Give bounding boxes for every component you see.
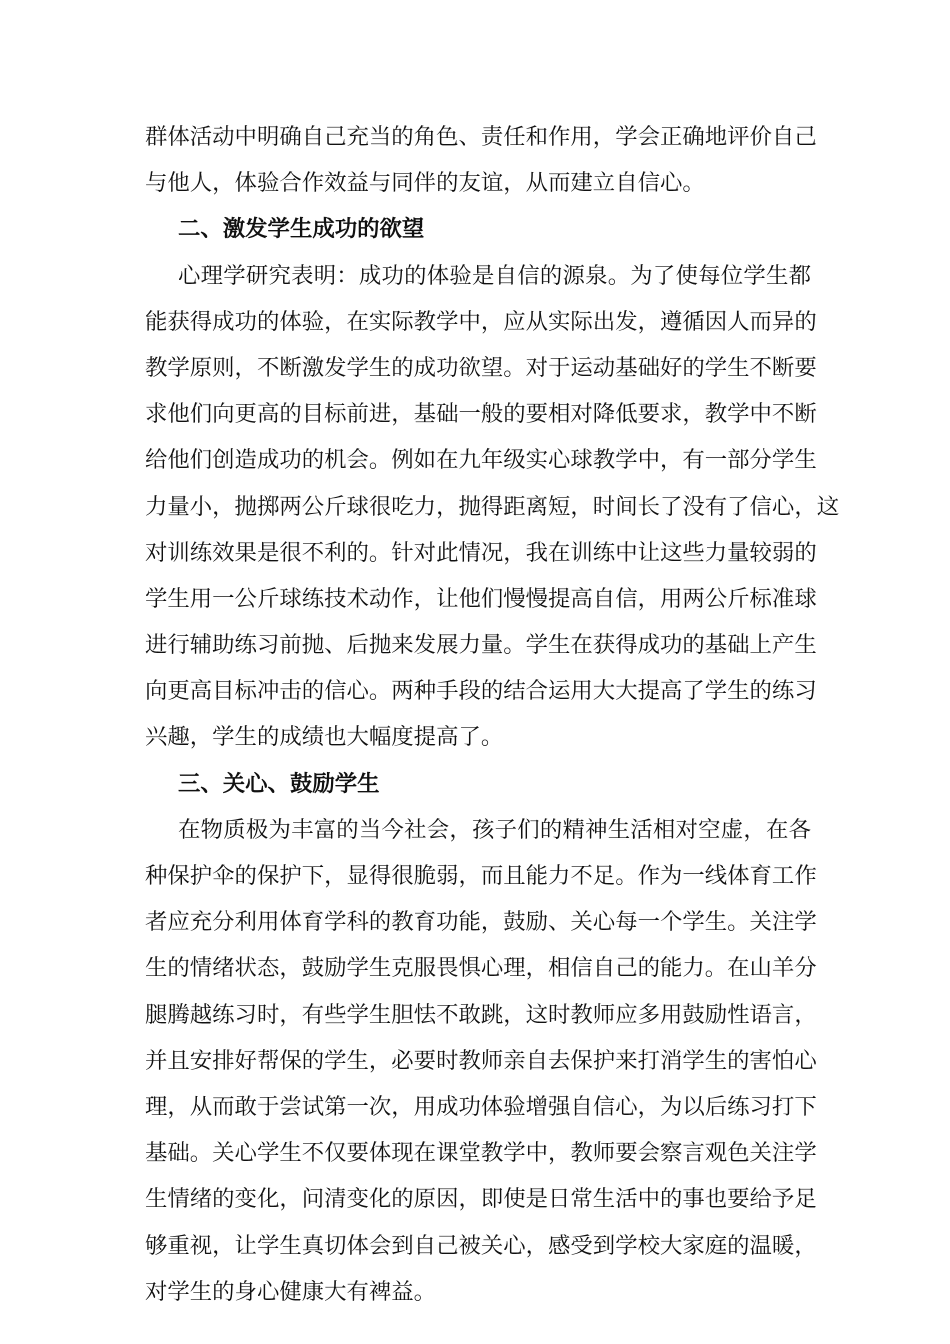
paragraph-line: 对训练效果是很不利的。针对此情况，我在训练中让这些力量较弱的: [145, 539, 817, 566]
paragraph-line: 进行辅助练习前抛、后抛来发展力量。学生在获得成功的基础上产生: [145, 632, 817, 659]
paragraph-line: 兴趣，学生的成绩也大幅度提高了。: [145, 724, 504, 751]
intro-line: 与他人，体验合作效益与同伴的友谊，从而建立自信心。: [145, 170, 705, 197]
paragraph-line: 向更高目标冲击的信心。两种手段的结合运用大大提高了学生的练习: [145, 678, 817, 705]
paragraph-line: 求他们向更高的目标前进，基础一般的要相对降低要求，教学中不断: [145, 401, 817, 428]
paragraph-line: 腿腾越练习时，有些学生胆怯不敢跳，这时教师应多用鼓励性语言，: [145, 1001, 817, 1028]
paragraph-line: 心理学研究表明：成功的体验是自信的源泉。为了使每位学生都: [178, 262, 811, 289]
intro-line: 群体活动中明确自己充当的角色、责任和作用，学会正确地评价自己: [145, 124, 817, 150]
paragraph-line: 者应充分利用体育学科的教育功能，鼓励、关心每一个学生。关注学: [145, 909, 817, 936]
document-page: [145, 114, 840, 1315]
paragraph-line: 并且安排好帮保的学生，必要时教师亲自去保护来打消学生的害怕心: [145, 1047, 817, 1074]
paragraph-line: 力量小，抛掷两公斤球很吃力，抛得距离短，时间长了没有了信心，这: [145, 493, 840, 520]
paragraph-line: 生情绪的变化，问清变化的原因，即使是日常生活中的事也要给予足: [145, 1186, 817, 1213]
paragraph-line: 理，从而敢于尝试第一次，用成功体验增强自信心，为以后练习打下: [145, 1093, 817, 1120]
paragraph-line: 能获得成功的体验，在实际教学中，应从实际出发，遵循因人而异的: [145, 308, 817, 335]
paragraph-line: 学生用一公斤球练技术动作，让他们慢慢提高自信，用两公斤标准球: [145, 585, 817, 612]
section-3-heading: 三、关心、鼓励学生: [178, 770, 380, 797]
paragraph-line: 对学生的身心健康大有裨益。: [145, 1278, 437, 1305]
paragraph-line: 生的情绪状态，鼓励学生克服畏惧心理，相信自己的能力。在山羊分: [145, 955, 817, 982]
paragraph-line: 给他们创造成功的机会。例如在九年级实心球教学中，有一部分学生: [145, 447, 817, 474]
section-2-paragraph: [145, 253, 840, 761]
paragraph-line: 够重视，让学生真切体会到自己被关心，感受到学校大家庭的温暖，: [145, 1232, 817, 1259]
paragraph-line: 教学原则，不断激发学生的成功欲望。对于运动基础好的学生不断要: [145, 354, 817, 381]
paragraph-line: 种保护伞的保护下，显得很脆弱，而且能力不足。作为一线体育工作: [145, 863, 817, 889]
paragraph-line: 基础。关心学生不仅要体现在课堂教学中，教师要会察言观色关注学: [145, 1140, 817, 1167]
section-2-heading: 二、激发学生成功的欲望: [178, 216, 425, 243]
section-3-paragraph: [145, 807, 817, 1315]
paragraph-line: 在物质极为丰富的当今社会，孩子们的精神生活相对空虚，在各: [178, 816, 811, 843]
